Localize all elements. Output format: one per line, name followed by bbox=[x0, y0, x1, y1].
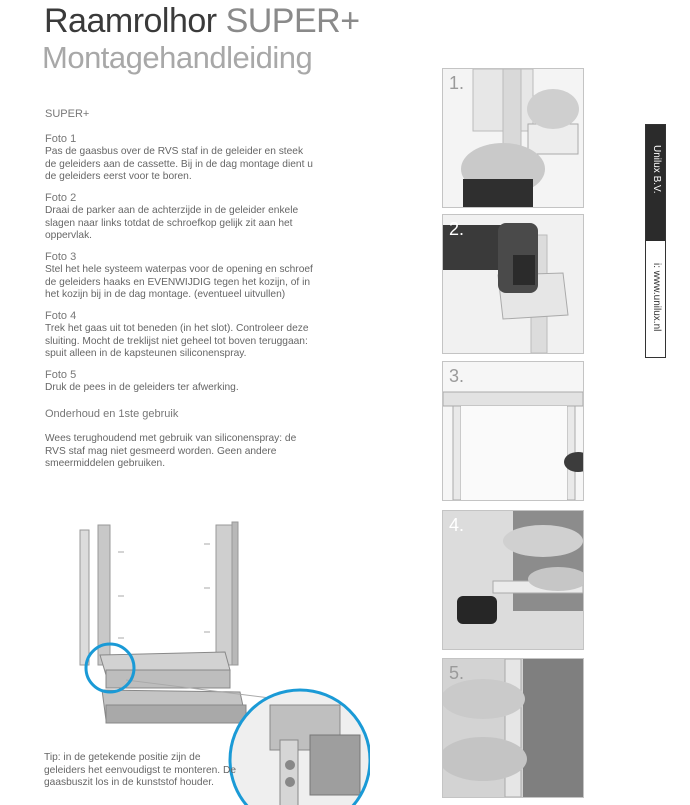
document-subtitle: Montagehandleiding bbox=[42, 40, 313, 75]
detail-circle-large bbox=[230, 690, 370, 805]
step-body: Pas de gaasbus over de RVS staf in de geleider en steek de geleiders aan de cassette. Bij in de dag montage dient u de geleiders eerst voor te boren. bbox=[45, 146, 313, 182]
document-title bbox=[44, 2, 360, 41]
photo-step-2 bbox=[442, 214, 584, 354]
step-title: Foto 4 bbox=[45, 309, 77, 322]
title-main: Raamrolhor bbox=[44, 2, 217, 40]
section-title: SUPER+ bbox=[45, 108, 90, 120]
step-body: Draai de parker aan de achterzijde in de geleider enkele slagen naar links totdat de schroefkop gelijk zit aan het oppervlak. bbox=[45, 205, 299, 241]
tip-note: Tip: in de getekende positie zijn de geleiders het eenvoudigst te monteren. De gaasbuszit los in de kunststof houder. bbox=[44, 752, 236, 788]
website-link[interactable]: i: www.unilux.nl bbox=[651, 263, 662, 332]
photo-step-3 bbox=[442, 361, 584, 501]
photo-step-4 bbox=[442, 510, 584, 650]
photo-number: 4. bbox=[449, 515, 465, 535]
maintenance-body: Wees terughoudend met gebruik van siliconenspray: de RVS staf mag niet gesmeerd worden. Geen andere smeermiddelen gebruiken. bbox=[45, 433, 297, 469]
step-title: Foto 1 bbox=[45, 132, 77, 145]
step-title: Foto 5 bbox=[45, 368, 77, 381]
photo-number: 3. bbox=[449, 366, 465, 386]
side-tab bbox=[645, 124, 666, 358]
title-product: SUPER+ bbox=[225, 2, 360, 40]
photo-step-1 bbox=[442, 68, 584, 208]
photo-number: 1. bbox=[449, 73, 465, 93]
step-3 bbox=[45, 251, 315, 302]
right-guide-rail bbox=[216, 522, 238, 665]
step-body: Trek het gaas uit tot beneden (in het slot). Controleer deze sluiting. Mocht de treklijst niet geheel tot boven teruggaan: spuit alleen in de kapsteunen siliconenspray. bbox=[45, 323, 309, 359]
step-title: Foto 3 bbox=[45, 250, 77, 263]
arrow-markers bbox=[118, 544, 210, 638]
photo-number: 5. bbox=[449, 663, 465, 683]
company-name: Unilux B.V. bbox=[651, 145, 662, 194]
step-4 bbox=[45, 310, 315, 361]
bottom-bar bbox=[102, 690, 246, 723]
company-band bbox=[646, 125, 665, 241]
step-5 bbox=[45, 369, 315, 395]
step-1 bbox=[45, 133, 315, 184]
step-title: Foto 2 bbox=[45, 191, 77, 204]
step-2 bbox=[45, 192, 315, 243]
photo-number: 2. bbox=[449, 219, 465, 239]
step-body: Druk de pees in de geleiders ter afwerking. bbox=[45, 382, 239, 393]
cassette bbox=[100, 652, 230, 688]
photo-step-5 bbox=[442, 658, 584, 798]
instructions-column bbox=[45, 108, 315, 471]
step-body: Stel het hele systeem waterpas voor de opening en schroef de geleiders haaks en EVENWIJDIG tegen het kozijn, of in het kozijn bij in de dag montage. (eventueel uitvullen) bbox=[45, 264, 313, 300]
maintenance-title: Onderhoud en 1ste gebruik bbox=[45, 407, 179, 420]
